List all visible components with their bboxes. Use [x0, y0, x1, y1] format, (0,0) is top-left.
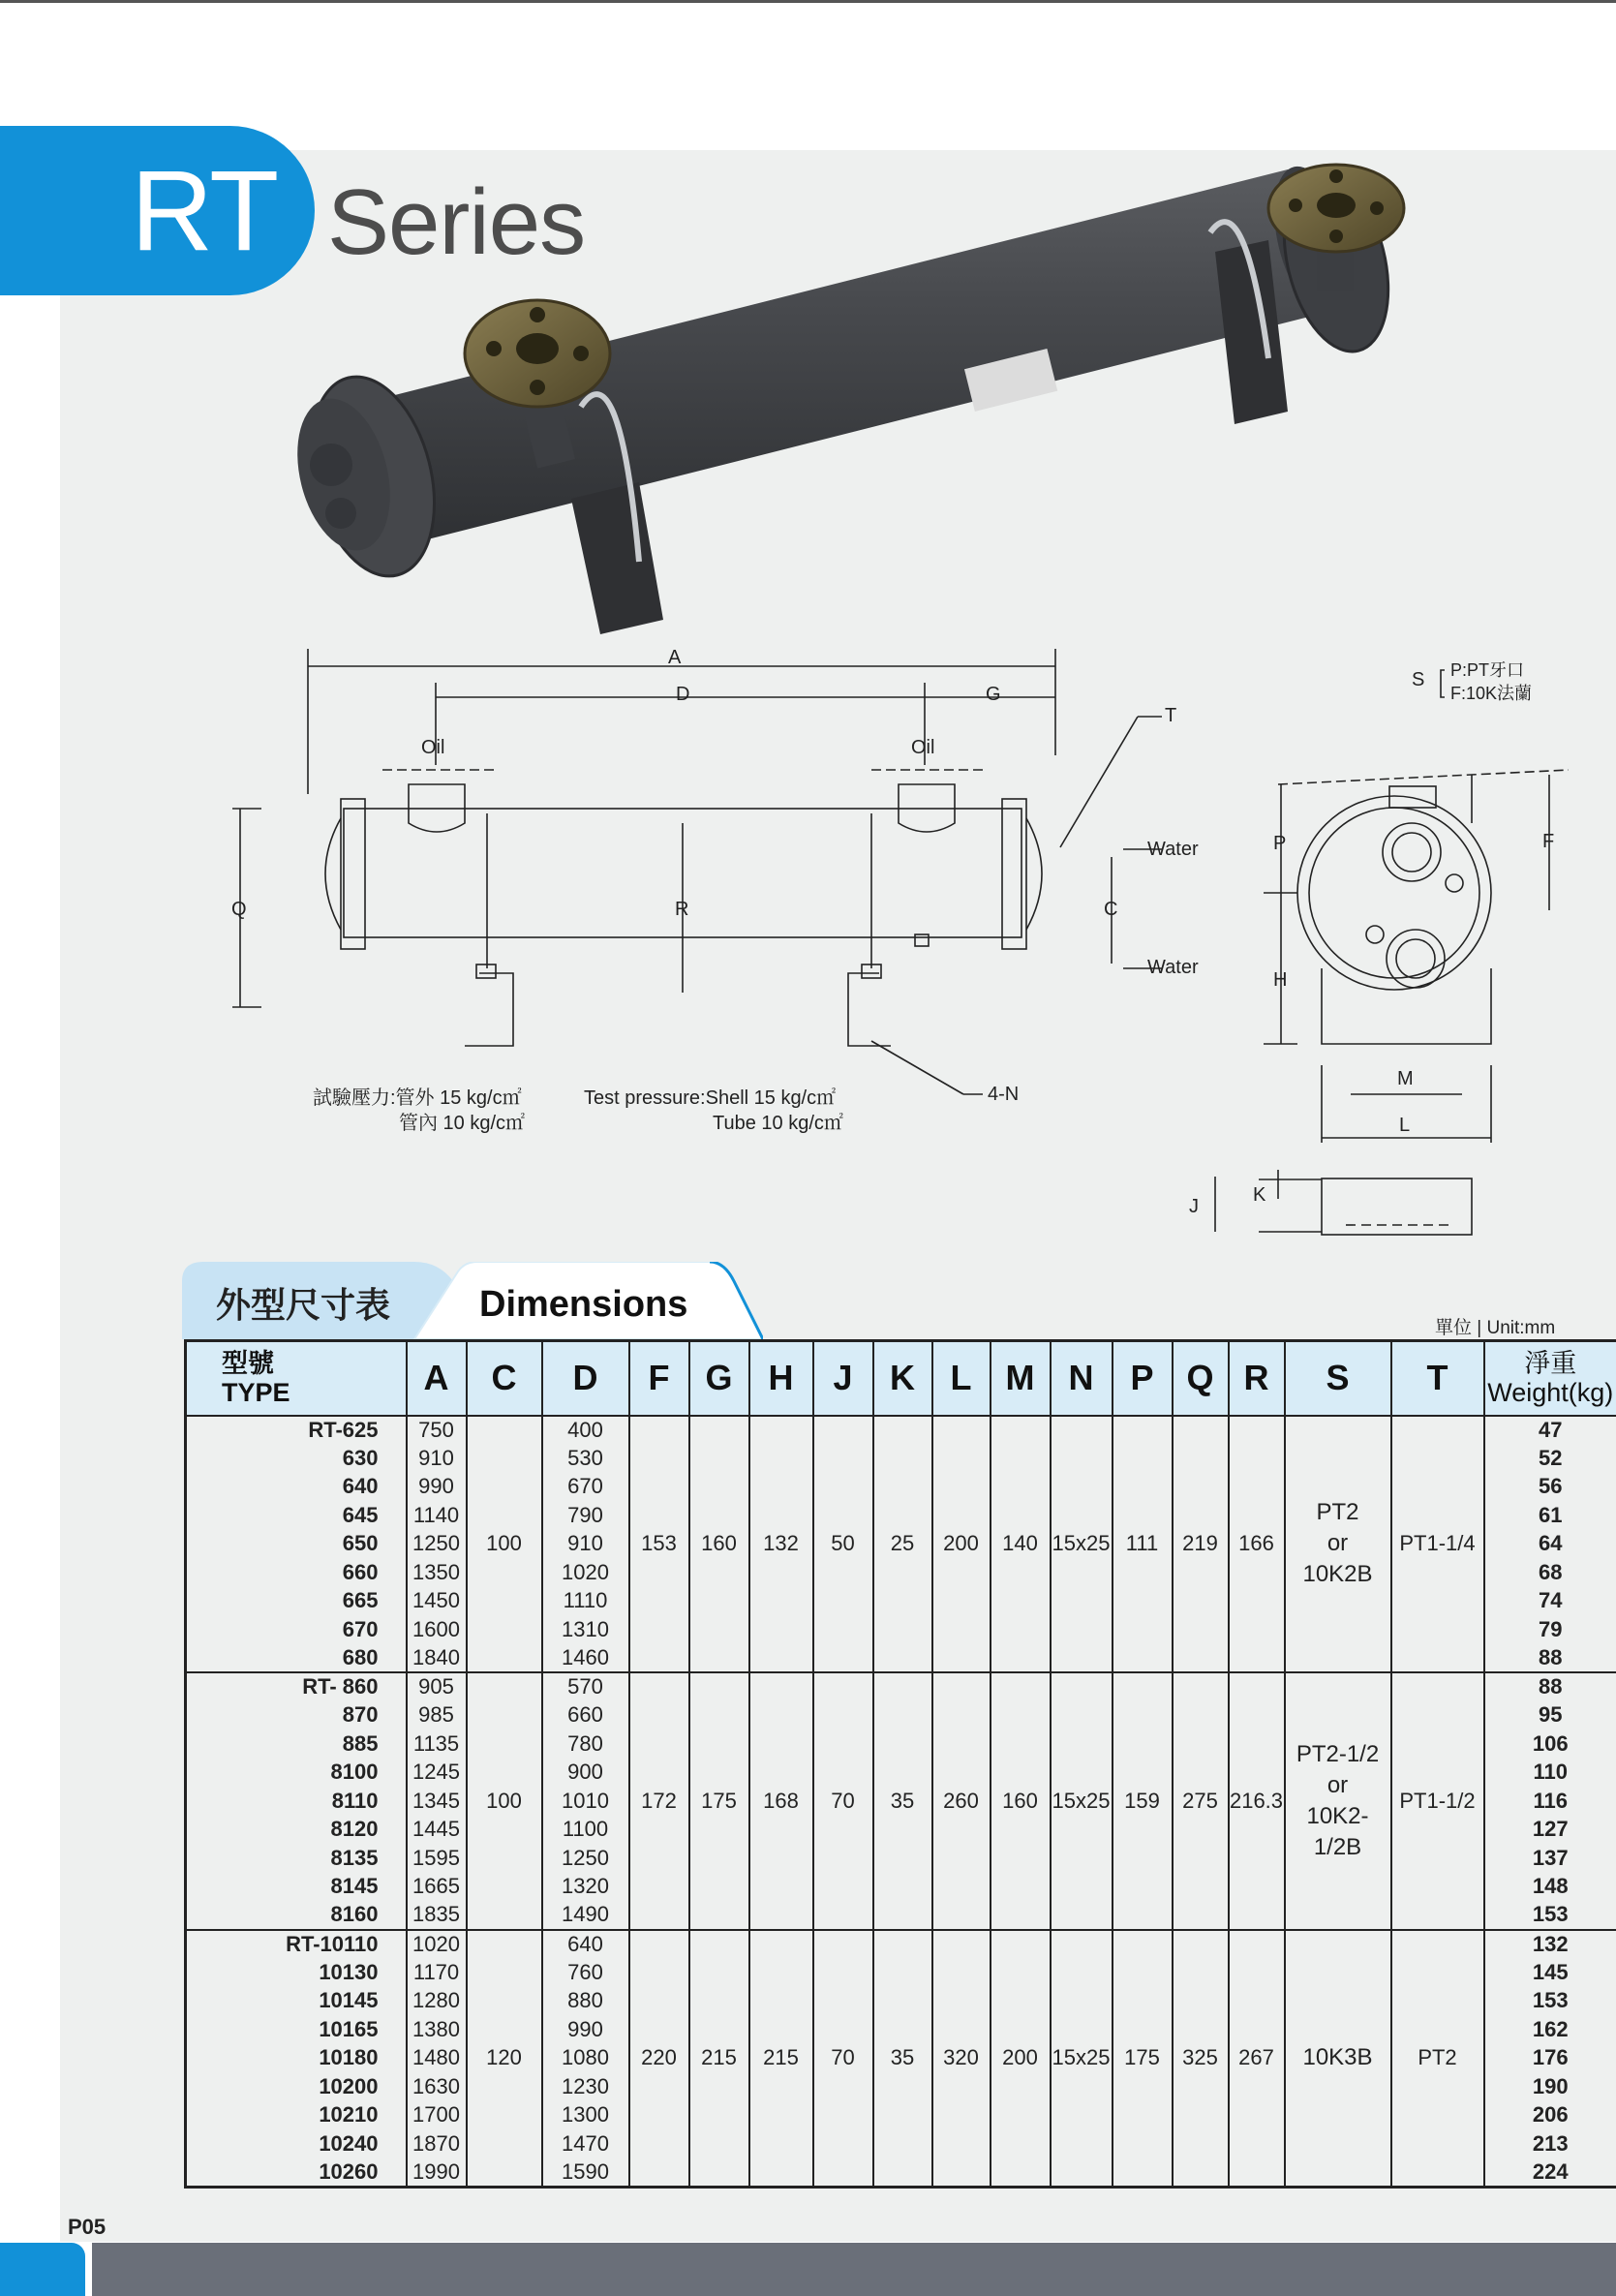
- cell-j: 70: [813, 1672, 873, 1930]
- cell-model: 10210: [186, 2101, 407, 2130]
- cell-a: 1600: [407, 1615, 467, 1644]
- cell-weight: 162: [1484, 2015, 1616, 2044]
- cell-h: 215: [749, 1930, 813, 2188]
- cell-a: 990: [407, 1473, 467, 1502]
- dimensions-title-en: Dimensions: [479, 1284, 688, 1325]
- cell-d: 640: [542, 1930, 629, 1959]
- col-a: A: [407, 1341, 467, 1416]
- cell-s-line: or: [1326, 1530, 1349, 1557]
- cell-weight: 176: [1484, 2044, 1616, 2073]
- cell-model: RT-625: [186, 1416, 407, 1445]
- cell-d: 1470: [542, 2129, 629, 2158]
- dim-label-a: A: [668, 647, 682, 668]
- cell-l: 320: [932, 1930, 991, 2188]
- cell-model: 665: [186, 1587, 407, 1616]
- oil-port-right: Oil: [911, 737, 935, 758]
- cell-h: 132: [749, 1416, 813, 1673]
- test-pressure-en-1: Test pressure:Shell 15 kg/c㎡: [584, 1087, 837, 1109]
- dim-label-p: P: [1273, 833, 1287, 854]
- cell-a: 1245: [407, 1759, 467, 1788]
- col-j: J: [813, 1341, 873, 1416]
- water-inlet: Water: [1147, 957, 1199, 978]
- cell-g: 175: [689, 1672, 749, 1930]
- cell-d: 1080: [542, 2044, 629, 2073]
- cell-t: PT1-1/4: [1391, 1416, 1484, 1673]
- cell-weight: 153: [1484, 1987, 1616, 2016]
- cell-weight: 61: [1484, 1501, 1616, 1530]
- cell-a: 910: [407, 1444, 467, 1473]
- cell-model: RT- 860: [186, 1672, 407, 1701]
- cell-d: 790: [542, 1501, 629, 1530]
- footer-bar: [92, 2243, 1616, 2296]
- cell-d: 1590: [542, 2158, 629, 2188]
- cell-weight: 88: [1484, 1672, 1616, 1701]
- dim-label-g: G: [986, 684, 1001, 705]
- col-n: N: [1051, 1341, 1113, 1416]
- dim-label-r: R: [675, 899, 689, 920]
- cell-model: 660: [186, 1558, 407, 1587]
- cell-p: 175: [1113, 1930, 1173, 2188]
- series-title: Series: [327, 170, 586, 274]
- table-header-row: [186, 1341, 1616, 1416]
- cell-model: 8120: [186, 1816, 407, 1845]
- cell-model: 10145: [186, 1987, 407, 2016]
- cell-model: 8145: [186, 1873, 407, 1902]
- dim-label-k: K: [1253, 1184, 1266, 1206]
- cell-r: 166: [1229, 1416, 1285, 1673]
- col-l: L: [932, 1341, 991, 1416]
- cell-p: 159: [1113, 1672, 1173, 1930]
- cell-m: 160: [991, 1672, 1051, 1930]
- cell-model: 10180: [186, 2044, 407, 2073]
- cell-d: 1300: [542, 2101, 629, 2130]
- cell-l: 260: [932, 1672, 991, 1930]
- cell-a: 1835: [407, 1901, 467, 1930]
- col-f: F: [629, 1341, 689, 1416]
- cell-f: 153: [629, 1416, 689, 1673]
- cell-a: 750: [407, 1416, 467, 1445]
- dimension-drawing: [194, 620, 1588, 1240]
- cell-d: 1320: [542, 1873, 629, 1902]
- cell-d: 1230: [542, 2072, 629, 2101]
- col-k: K: [873, 1341, 932, 1416]
- cell-h: 168: [749, 1672, 813, 1930]
- cell-k: 35: [873, 1930, 932, 2188]
- cell-model: 670: [186, 1615, 407, 1644]
- water-outlet: Water: [1147, 839, 1199, 860]
- cell-a: 1345: [407, 1787, 467, 1816]
- cell-a: 1990: [407, 2158, 467, 2188]
- dim-label-c: C: [1104, 899, 1118, 920]
- cell-q: 275: [1173, 1672, 1229, 1930]
- col-r: R: [1229, 1341, 1285, 1416]
- cell-weight: 88: [1484, 1644, 1616, 1673]
- cell-model: 630: [186, 1444, 407, 1473]
- col-p: P: [1113, 1341, 1173, 1416]
- dim-label-s: S: [1412, 669, 1425, 690]
- oil-port-left: Oil: [421, 737, 445, 758]
- cell-q: 219: [1173, 1416, 1229, 1673]
- col-q: Q: [1173, 1341, 1229, 1416]
- cell-s-line: 10K2B: [1302, 1561, 1373, 1588]
- table-body: [186, 1416, 1616, 2188]
- cell-weight: 64: [1484, 1530, 1616, 1559]
- dim-label-l: L: [1399, 1115, 1411, 1136]
- cell-weight: 79: [1484, 1615, 1616, 1644]
- cell-j: 50: [813, 1416, 873, 1673]
- cell-g: 215: [689, 1930, 749, 2188]
- cell-t: PT1-1/2: [1391, 1672, 1484, 1930]
- cell-c: 100: [467, 1672, 542, 1930]
- cell-k: 35: [873, 1672, 932, 1930]
- cell-s: [1285, 1930, 1391, 2188]
- s-option-pt: P:PT牙口: [1450, 660, 1525, 680]
- cell-p: 111: [1113, 1416, 1173, 1673]
- dim-label-f: F: [1542, 831, 1555, 852]
- cell-a: 1870: [407, 2129, 467, 2158]
- cell-weight: 74: [1484, 1587, 1616, 1616]
- cell-a: 1480: [407, 2044, 467, 2073]
- series-code: RT: [131, 147, 278, 275]
- page-number: P05: [68, 2215, 107, 2239]
- cell-a: 1445: [407, 1816, 467, 1845]
- cell-d: 530: [542, 1444, 629, 1473]
- cell-a: 1630: [407, 2072, 467, 2101]
- cell-d: 780: [542, 1730, 629, 1759]
- cell-weight: 153: [1484, 1901, 1616, 1930]
- cell-weight: 47: [1484, 1416, 1616, 1445]
- dim-label-d: D: [676, 684, 690, 705]
- heat-exchanger-photo: [290, 116, 1481, 658]
- cell-d: 760: [542, 1958, 629, 1987]
- cell-model: 10165: [186, 2015, 407, 2044]
- cell-a: 1595: [407, 1844, 467, 1873]
- cell-a: 1840: [407, 1644, 467, 1673]
- cell-d: 1110: [542, 1587, 629, 1616]
- cell-a: 1135: [407, 1730, 467, 1759]
- cell-a: 1665: [407, 1873, 467, 1902]
- unit-note: 單位 | Unit:mm: [1435, 1318, 1556, 1338]
- cell-d: 670: [542, 1473, 629, 1502]
- cell-weight: 145: [1484, 1958, 1616, 1987]
- col-t: T: [1391, 1341, 1484, 1416]
- dim-label-4n: 4-N: [988, 1084, 1020, 1105]
- cell-weight: 110: [1484, 1759, 1616, 1788]
- table-row: [186, 1930, 1616, 1959]
- cell-n: 15x25: [1051, 1672, 1113, 1930]
- cell-model: 8135: [186, 1844, 407, 1873]
- cell-weight: 137: [1484, 1844, 1616, 1873]
- cell-c: 120: [467, 1930, 542, 2188]
- col-m: M: [991, 1341, 1051, 1416]
- cell-a: 1380: [407, 2015, 467, 2044]
- cell-a: 1350: [407, 1558, 467, 1587]
- cell-n: 15x25: [1051, 1930, 1113, 2188]
- cell-d: 910: [542, 1530, 629, 1559]
- cell-model: 680: [186, 1644, 407, 1673]
- cell-model: RT-10110: [186, 1930, 407, 1959]
- cell-model: 870: [186, 1701, 407, 1730]
- cell-weight: 190: [1484, 2072, 1616, 2101]
- cell-weight: 56: [1484, 1473, 1616, 1502]
- cell-j: 70: [813, 1930, 873, 2188]
- cell-weight: 206: [1484, 2101, 1616, 2130]
- cell-d: 1460: [542, 1644, 629, 1673]
- cell-model: 8110: [186, 1787, 407, 1816]
- cell-weight: 132: [1484, 1930, 1616, 1959]
- test-pressure-cn-2: 管內 10 kg/c㎡: [399, 1113, 526, 1134]
- cell-a: 1020: [407, 1930, 467, 1959]
- cell-q: 325: [1173, 1930, 1229, 2188]
- cell-a: 905: [407, 1672, 467, 1701]
- cell-weight: 213: [1484, 2129, 1616, 2158]
- cell-s: [1285, 1672, 1391, 1930]
- col-g: G: [689, 1341, 749, 1416]
- cell-s-line: or: [1326, 1771, 1349, 1798]
- cell-d: 900: [542, 1759, 629, 1788]
- col-d: D: [542, 1341, 629, 1416]
- cell-model: 8160: [186, 1901, 407, 1930]
- col-type: 型號 TYPE: [186, 1341, 407, 1416]
- cell-model: 10200: [186, 2072, 407, 2101]
- cell-a: 1280: [407, 1987, 467, 2016]
- dim-label-j: J: [1189, 1196, 1199, 1217]
- top-rule: [0, 0, 1616, 3]
- cell-s-line: 10K3B: [1302, 2044, 1373, 2070]
- cell-weight: 116: [1484, 1787, 1616, 1816]
- cell-weight: 52: [1484, 1444, 1616, 1473]
- cell-model: 8100: [186, 1759, 407, 1788]
- dimensions-heading: [182, 1262, 763, 1339]
- dim-label-q: Q: [231, 899, 247, 920]
- test-pressure-en-2: Tube 10 kg/c㎡: [713, 1113, 843, 1134]
- cell-model: 885: [186, 1730, 407, 1759]
- cell-model: 650: [186, 1530, 407, 1559]
- cell-f: 172: [629, 1672, 689, 1930]
- cell-c: 100: [467, 1416, 542, 1673]
- cell-d: 1100: [542, 1816, 629, 1845]
- cell-d: 1250: [542, 1844, 629, 1873]
- s-option-flange: F:10K法蘭: [1450, 684, 1533, 703]
- cell-d: 990: [542, 2015, 629, 2044]
- cell-d: 400: [542, 1416, 629, 1445]
- dimensions-title-cn: 外型尺寸表: [216, 1285, 391, 1325]
- cell-weight: 224: [1484, 2158, 1616, 2188]
- cell-s-line: PT2: [1316, 1499, 1359, 1526]
- cell-s-line: 10K2-1/2B: [1306, 1802, 1369, 1860]
- cell-d: 1010: [542, 1787, 629, 1816]
- dim-label-m: M: [1397, 1068, 1414, 1089]
- cell-n: 15x25: [1051, 1416, 1113, 1673]
- cell-s: [1285, 1416, 1391, 1673]
- table-row: [186, 1672, 1616, 1701]
- col-h: H: [749, 1341, 813, 1416]
- cell-a: 1250: [407, 1530, 467, 1559]
- cell-a: 1170: [407, 1958, 467, 1987]
- cell-weight: 95: [1484, 1701, 1616, 1730]
- cell-weight: 106: [1484, 1730, 1616, 1759]
- test-pressure-cn-1: 試驗壓力:管外 15 kg/c㎡: [313, 1087, 522, 1109]
- cell-weight: 127: [1484, 1816, 1616, 1845]
- cell-d: 880: [542, 1987, 629, 2016]
- cell-g: 160: [689, 1416, 749, 1673]
- cell-model: 10130: [186, 1958, 407, 1987]
- cell-r: 267: [1229, 1930, 1285, 2188]
- footer-accent: [0, 2243, 85, 2296]
- cell-s-line: PT2-1/2: [1296, 1740, 1380, 1767]
- cell-r: 216.3: [1229, 1672, 1285, 1930]
- col-s: S: [1285, 1341, 1391, 1416]
- dimensions-table: [184, 1339, 1616, 2189]
- cell-model: 640: [186, 1473, 407, 1502]
- cell-d: 570: [542, 1672, 629, 1701]
- table-row: [186, 1416, 1616, 1445]
- cell-d: 1490: [542, 1901, 629, 1930]
- cell-d: 660: [542, 1701, 629, 1730]
- cell-weight: 68: [1484, 1558, 1616, 1587]
- cell-d: 1020: [542, 1558, 629, 1587]
- cell-a: 1450: [407, 1587, 467, 1616]
- cell-m: 140: [991, 1416, 1051, 1673]
- cell-model: 645: [186, 1501, 407, 1530]
- cell-l: 200: [932, 1416, 991, 1673]
- col-weight: 淨重 Weight(kg): [1484, 1341, 1616, 1416]
- col-c: C: [467, 1341, 542, 1416]
- cell-a: 1140: [407, 1501, 467, 1530]
- cell-weight: 148: [1484, 1873, 1616, 1902]
- dim-label-h: H: [1273, 969, 1288, 991]
- cell-m: 200: [991, 1930, 1051, 2188]
- cell-f: 220: [629, 1930, 689, 2188]
- cell-model: 10240: [186, 2129, 407, 2158]
- cell-t: PT2: [1391, 1930, 1484, 2188]
- cell-a: 985: [407, 1701, 467, 1730]
- cell-d: 1310: [542, 1615, 629, 1644]
- dim-label-t: T: [1165, 705, 1177, 726]
- cell-k: 25: [873, 1416, 932, 1673]
- cell-model: 10260: [186, 2158, 407, 2188]
- cell-a: 1700: [407, 2101, 467, 2130]
